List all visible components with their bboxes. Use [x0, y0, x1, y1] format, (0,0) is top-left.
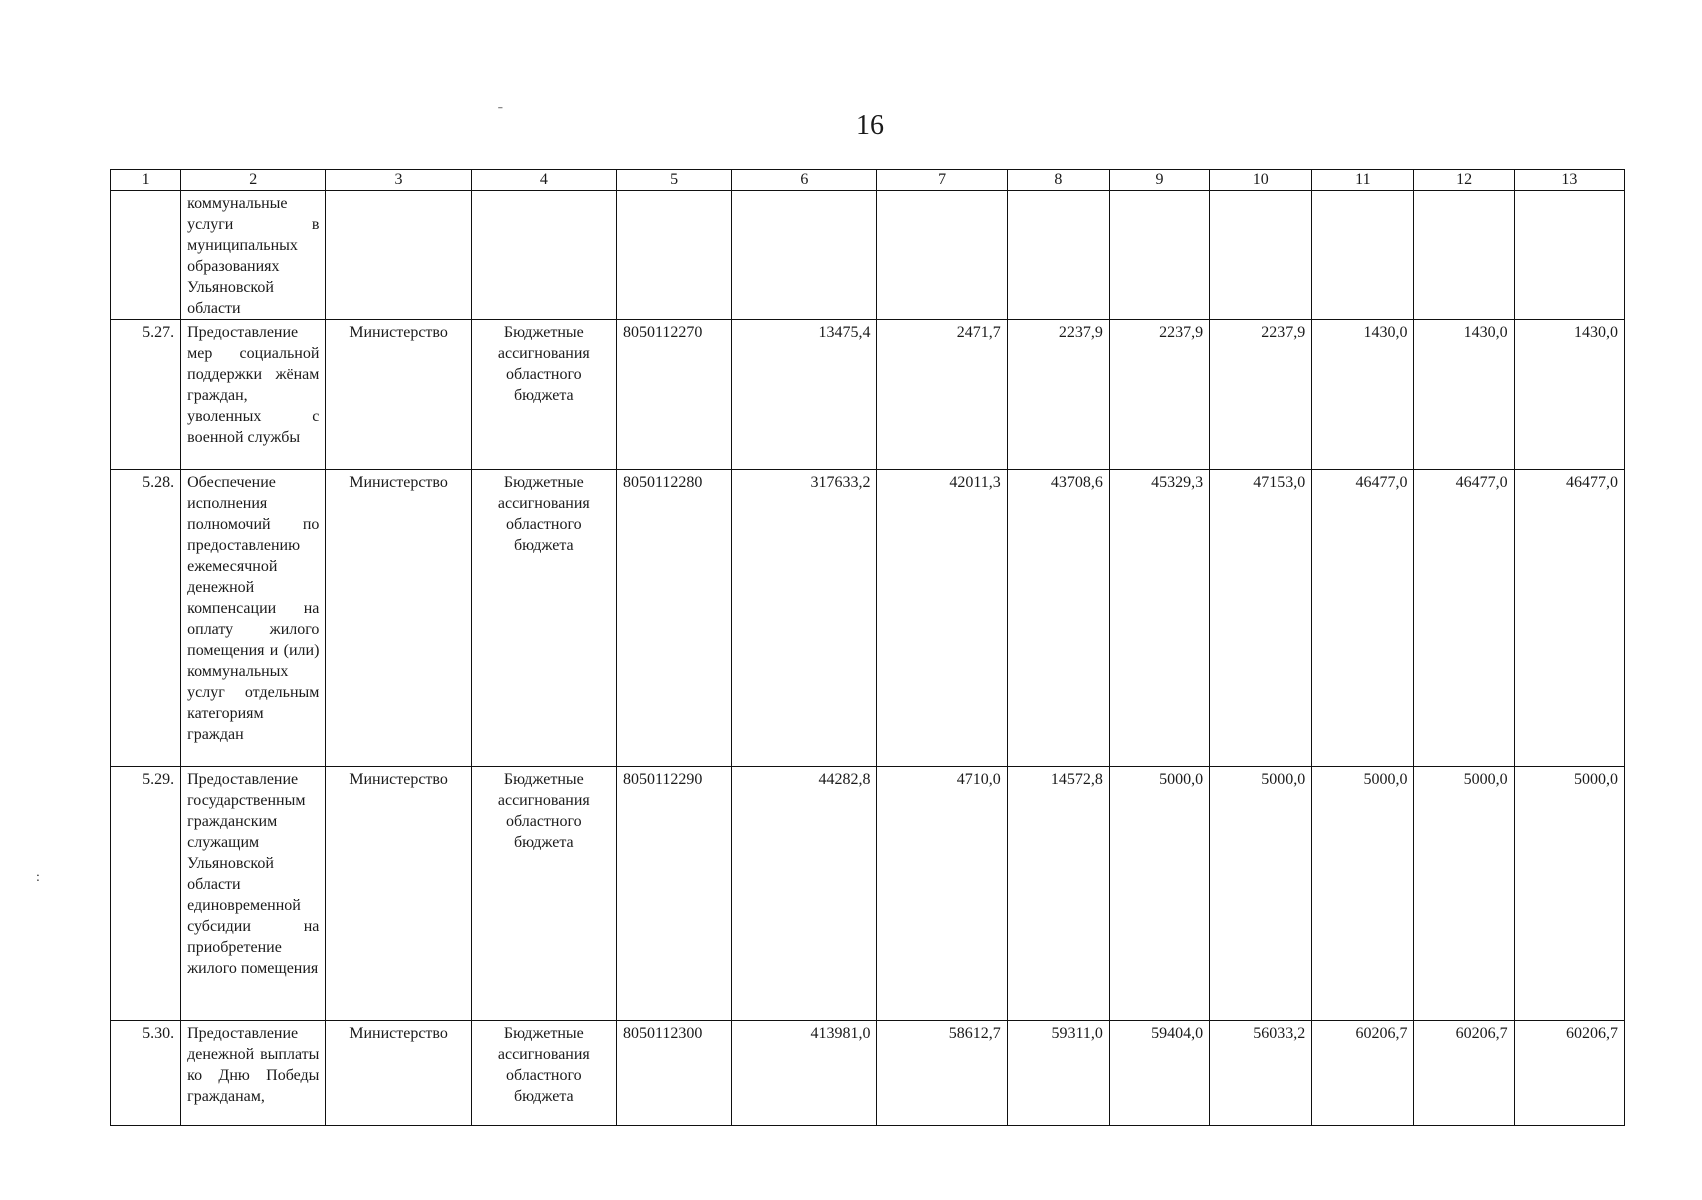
column-header: 13 — [1514, 170, 1624, 191]
column-header: 7 — [877, 170, 1007, 191]
table-row — [111, 1021, 1625, 1126]
executor: Министерство — [326, 767, 471, 1021]
amount-total: 317633,2 — [732, 470, 877, 767]
amount-year: 59404,0 — [1109, 1021, 1209, 1126]
budget-code: 8050112300 — [616, 1021, 731, 1126]
amount-year: 5000,0 — [1514, 767, 1624, 1021]
amount-year — [1007, 191, 1109, 320]
scan-speck: ˉ — [498, 105, 503, 120]
amount-year: 5000,0 — [1414, 767, 1514, 1021]
budget-code — [616, 191, 731, 320]
executor: Министерство — [326, 470, 471, 767]
measure-description: Предоставление государственным гражданским служащим Ульяновской области единовременной субсидии на приобретение жилого помещения — [181, 767, 326, 1021]
budget-code: 8050112280 — [616, 470, 731, 767]
amount-year — [1312, 191, 1414, 320]
column-header: 9 — [1109, 170, 1209, 191]
row-number: 5.28. — [111, 470, 181, 767]
amount-year: 46477,0 — [1414, 470, 1514, 767]
measure-description: Обеспечение исполнения полномочий по предоставлению ежемесячной денежной компенсации на оплату жилого помещения и (или) коммунальных услуг отдельным категориям граждан — [181, 470, 326, 767]
amount-year: 58612,7 — [877, 1021, 1007, 1126]
column-header: 12 — [1414, 170, 1514, 191]
table-row — [111, 191, 1625, 320]
row-number: 5.29. — [111, 767, 181, 1021]
amount-year: 5000,0 — [1109, 767, 1209, 1021]
row-number: 5.30. — [111, 1021, 181, 1126]
amount-year: 5000,0 — [1210, 767, 1312, 1021]
amount-total — [732, 191, 877, 320]
column-number-row — [111, 170, 1625, 191]
funding-source: Бюджетные ассигнования областного бюджета — [471, 320, 616, 470]
amount-year — [1210, 191, 1312, 320]
amount-year: 43708,6 — [1007, 470, 1109, 767]
amount-year — [1109, 191, 1209, 320]
measure-description: Предоставление мер социальной поддержки жёнам граждан, уволенных с военной службы — [181, 320, 326, 470]
amount-year — [1514, 191, 1624, 320]
amount-year — [877, 191, 1007, 320]
amount-year: 1430,0 — [1312, 320, 1414, 470]
table-row — [111, 470, 1625, 767]
table-row — [111, 767, 1625, 1021]
measure-description: Предоставление денежной выплаты ко Дню Победы гражданам, — [181, 1021, 326, 1126]
funding-source: Бюджетные ассигнования областного бюджета — [471, 470, 616, 767]
amount-year: 60206,7 — [1312, 1021, 1414, 1126]
amount-year: 46477,0 — [1514, 470, 1624, 767]
amount-year: 2237,9 — [1007, 320, 1109, 470]
column-header: 11 — [1312, 170, 1414, 191]
amount-total: 13475,4 — [732, 320, 877, 470]
column-header: 6 — [732, 170, 877, 191]
row-number — [111, 191, 181, 320]
amount-year: 2237,9 — [1109, 320, 1209, 470]
amount-year: 45329,3 — [1109, 470, 1209, 767]
column-header: 10 — [1210, 170, 1312, 191]
budget-code: 8050112270 — [616, 320, 731, 470]
amount-year: 2237,9 — [1210, 320, 1312, 470]
amount-year: 46477,0 — [1312, 470, 1414, 767]
column-header: 4 — [471, 170, 616, 191]
amount-year: 5000,0 — [1312, 767, 1414, 1021]
table-row — [111, 320, 1625, 470]
measure-description: коммунальные услуги в муниципальных образованиях Ульяновской области — [181, 191, 326, 320]
amount-year: 59311,0 — [1007, 1021, 1109, 1126]
funding-source: Бюджетные ассигнования областного бюджета — [471, 767, 616, 1021]
budget-code: 8050112290 — [616, 767, 731, 1021]
amount-year: 14572,8 — [1007, 767, 1109, 1021]
column-header: 5 — [616, 170, 731, 191]
funding-source — [471, 191, 616, 320]
column-header: 8 — [1007, 170, 1109, 191]
amount-year — [1414, 191, 1514, 320]
amount-year: 56033,2 — [1210, 1021, 1312, 1126]
amount-year: 60206,7 — [1414, 1021, 1514, 1126]
column-header: 1 — [111, 170, 181, 191]
amount-year: 1430,0 — [1514, 320, 1624, 470]
column-header: 2 — [181, 170, 326, 191]
amount-year: 60206,7 — [1514, 1021, 1624, 1126]
amount-year: 2471,7 — [877, 320, 1007, 470]
budget-table — [110, 169, 1625, 1126]
amount-year: 4710,0 — [877, 767, 1007, 1021]
amount-total: 413981,0 — [732, 1021, 877, 1126]
executor: Министерство — [326, 1021, 471, 1126]
amount-total: 44282,8 — [732, 767, 877, 1021]
amount-year: 47153,0 — [1210, 470, 1312, 767]
column-header: 3 — [326, 170, 471, 191]
amount-year: 1430,0 — [1414, 320, 1514, 470]
executor — [326, 191, 471, 320]
amount-year: 42011,3 — [877, 470, 1007, 767]
executor: Министерство — [326, 320, 471, 470]
funding-source: Бюджетные ассигнования областного бюджета — [471, 1021, 616, 1126]
scan-speck: : — [36, 870, 40, 885]
page-number: 16 — [856, 110, 884, 141]
row-number: 5.27. — [111, 320, 181, 470]
